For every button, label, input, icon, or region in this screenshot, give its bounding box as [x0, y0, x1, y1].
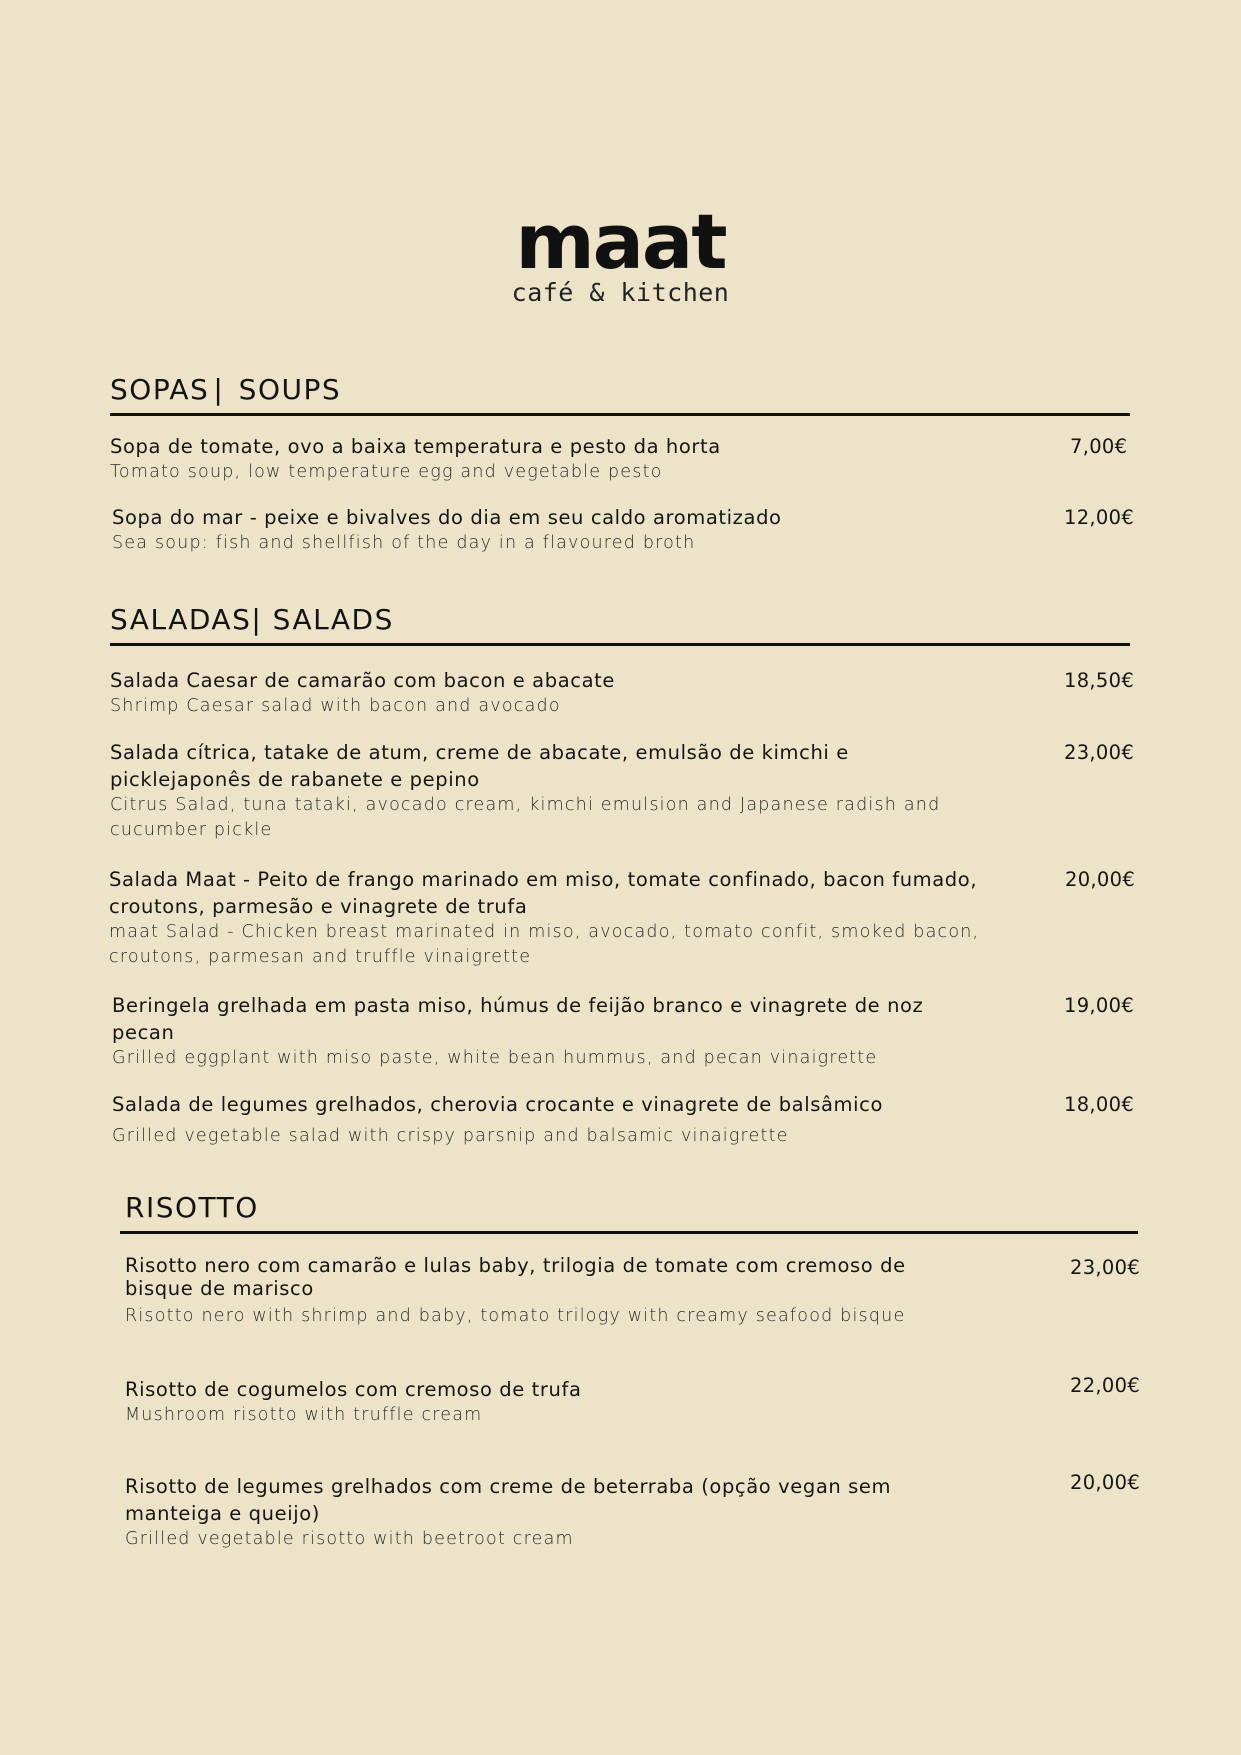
item-price: 23,00€: [1070, 1256, 1141, 1279]
item-price: 20,00€: [1065, 868, 1136, 891]
section-title: SALADAS| SALADS: [110, 603, 1130, 646]
item-name: Risotto de legumes grelhados com creme de beterraba (opção vegan sem manteiga e queijo): [125, 1475, 892, 1525]
menu-item: [110, 739, 1135, 843]
item-price: 20,00€: [1070, 1471, 1141, 1494]
item-description: Grilled vegetable risotto with beetroot cream: [125, 1529, 574, 1549]
section-soups: [110, 373, 1130, 416]
item-description: Mushroom risotto with truffle cream: [125, 1405, 483, 1425]
section-salads: [110, 603, 1130, 646]
menu-item: [112, 992, 1135, 1071]
item-name: Salada Caesar de camarão com bacon e abacate: [110, 669, 615, 692]
item-name: Salada Maat - Peito de frango marinado em miso, tomate confinado, bacon fumado, croutons, parmesão e vinagrete de trufa: [109, 868, 978, 918]
menu-item: [112, 504, 1135, 556]
item-name: Salada de legumes grelhados, cherovia crocante e vinagrete de balsâmico: [112, 1093, 884, 1116]
item-name: Salada cítrica, tatake de atum, creme de abacate, emulsão de kimchi e picklejaponês de rabanete e pepino: [110, 741, 849, 791]
brand-logo: [0, 197, 1241, 308]
item-price: 19,00€: [1064, 994, 1135, 1017]
item-price: 22,00€: [1070, 1374, 1141, 1397]
item-description: Shrimp Caesar salad with bacon and avocado: [110, 696, 561, 716]
menu-item: [112, 1091, 1135, 1149]
menu-item: [125, 1376, 1145, 1428]
item-name: Risotto nero com camarão e lulas baby, trilogia de tomate com cremoso de bisque de marisco: [125, 1254, 906, 1300]
item-name: Beringela grelhada em pasta miso, húmus de feijão branco e vinagrete de noz pecan: [112, 994, 924, 1044]
item-description: Grilled eggplant with miso paste, white bean hummus, and pecan vinaigrette: [112, 1048, 878, 1068]
item-description: Risotto nero with shrimp and baby, tomato trilogy with creamy seafood bisque: [125, 1306, 906, 1326]
item-name: Sopa de tomate, ovo a baixa temperatura e pesto da horta: [110, 435, 721, 458]
section-title: RISOTTO: [120, 1191, 1138, 1234]
item-description: Citrus Salad, tuna tataki, avocado cream, kimchi emulsion and Japanese radish and cucumber pickle: [110, 795, 941, 840]
item-price: 18,00€: [1064, 1093, 1135, 1116]
item-price: 23,00€: [1064, 741, 1135, 764]
item-price: 12,00€: [1064, 506, 1135, 529]
menu-item: [125, 1254, 1145, 1329]
item-description: Sea soup: fish and shellfish of the day in a flavoured broth: [112, 533, 696, 553]
item-description: maat Salad - Chicken breast marinated in miso, avocado, tomato confit, smoked bacon, croutons, parmesan and truffle vinaigrette: [109, 922, 980, 967]
menu-item: [109, 866, 1136, 970]
item-description: Grilled vegetable salad with crispy parsnip and balsamic vinaigrette: [112, 1126, 789, 1146]
item-name: Sopa do mar - peixe e bivalves do dia em seu caldo aromatizado: [112, 506, 782, 529]
menu-item: [110, 667, 1135, 719]
section-title: SOPAS | SOUPS: [110, 373, 1130, 416]
menu-item: [125, 1473, 1145, 1552]
item-price: 7,00€: [1070, 435, 1128, 458]
item-description: Tomato soup, low temperature egg and vegetable pesto: [110, 462, 663, 482]
section-risotto: [120, 1191, 1138, 1234]
item-name: Risotto de cogumelos com cremoso de trufa: [125, 1378, 582, 1401]
brand-name: maat: [515, 197, 726, 286]
menu-item: [110, 433, 1130, 485]
item-price: 18,50€: [1064, 669, 1135, 692]
brand-tagline: café & kitchen: [511, 278, 730, 307]
